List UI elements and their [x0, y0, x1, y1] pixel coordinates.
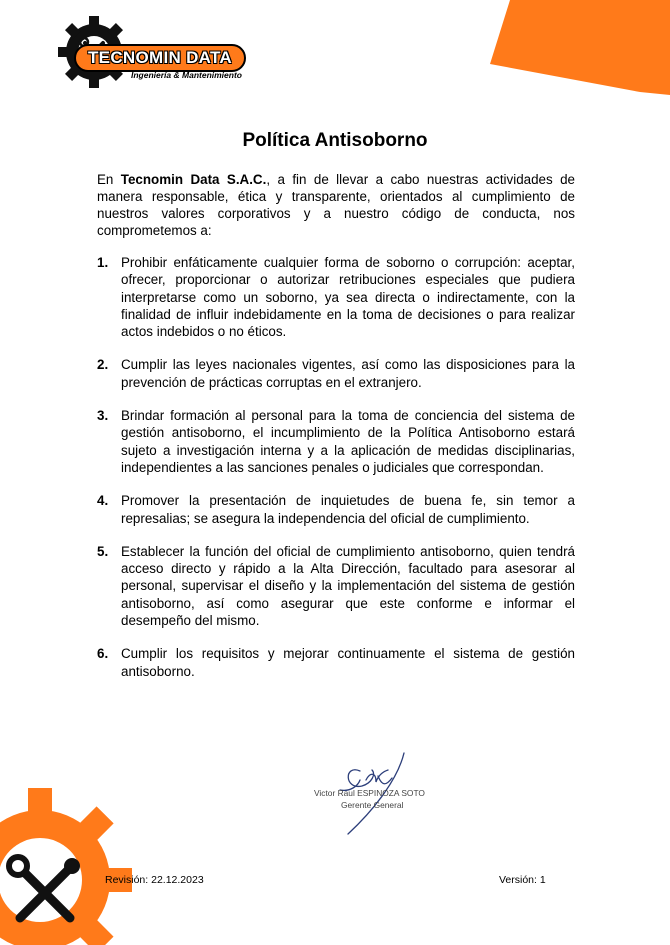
version-number: Versión: 1	[499, 874, 546, 886]
intro-after: , a fin de llevar a cabo nuestras actividades de manera responsable, ética y transparente, orientados al cumplimiento de nuestros valores corporativos y a nuestro código de conducta, nos comprometemos a:	[97, 172, 575, 238]
item-number: 6.	[97, 646, 109, 662]
list-item	[97, 254, 575, 340]
list-item	[97, 492, 575, 527]
item-number: 5.	[97, 543, 109, 559]
item-text: Prohibir enfáticamente cualquier forma de soborno o corrupción: aceptar, ofrecer, proporcionar o autorizar retribuciones especiales que pudiera interpretarse como un soborno, ya sea directa o indirectamente, con la finalidad de influir indebidamente en la toma de decisiones o para realizar actos indebidos o no éticos.	[121, 255, 575, 340]
item-text: Promover la presentación de inquietudes de buena fe, sin temor a represalias; se asegura la independencia del oficial de cumplimiento.	[121, 493, 575, 526]
logo-tagline: Ingeniería & Mantenimiento	[131, 70, 242, 80]
item-text: Cumplir las leyes nacionales vigentes, así como las disposiciones para la prevención de prácticas corruptas en el extranjero.	[121, 357, 575, 390]
signatory-name: Victor Raul ESPINOZA SOTO	[314, 788, 425, 798]
logo-banner	[74, 44, 246, 72]
revision-date: Revisión: 22.12.2023	[105, 874, 204, 886]
item-number: 1.	[97, 255, 109, 270]
logo-brand: TECNOMIN DATA	[88, 48, 232, 67]
item-text: Brindar formación al personal para la toma de conciencia del sistema de gestión antisoborno, el incumplimiento de la Política Antisoborno estará sujeto a investigación interna y a la aplicación de medidas disciplinarias, independientes a las sanciones penales o judiciales que correspondan.	[121, 408, 575, 475]
list-item	[97, 543, 575, 629]
list-item	[97, 407, 575, 476]
document-title: Política Antisoborno	[242, 130, 428, 151]
intro-paragraph	[97, 171, 575, 239]
company-name: Tecnomin Data S.A.C.	[120, 172, 267, 187]
corner-triangle-top-right	[490, 0, 670, 95]
item-text: Cumplir los requisitos y mejorar continuamente el sistema de gestión antisoborno.	[121, 646, 575, 679]
item-text: Establecer la función del oficial de cumplimiento antisoborno, quien tendrá acceso directo y rápido a la Alta Dirección, facultado para asesorar al personal, supervisar el diseño y la implementación del sistema de gestión antisoborno, así como asegurar que este conforme e informar el desempeño del mismo.	[121, 543, 575, 629]
signatory-role: Gerente General	[341, 800, 404, 810]
intro-before: En	[97, 172, 121, 187]
item-number: 3.	[97, 408, 109, 424]
item-number: 2.	[97, 357, 109, 373]
list-item	[97, 645, 575, 680]
list-item	[97, 356, 575, 391]
commitments-list	[97, 254, 575, 680]
item-number: 4.	[97, 493, 109, 509]
